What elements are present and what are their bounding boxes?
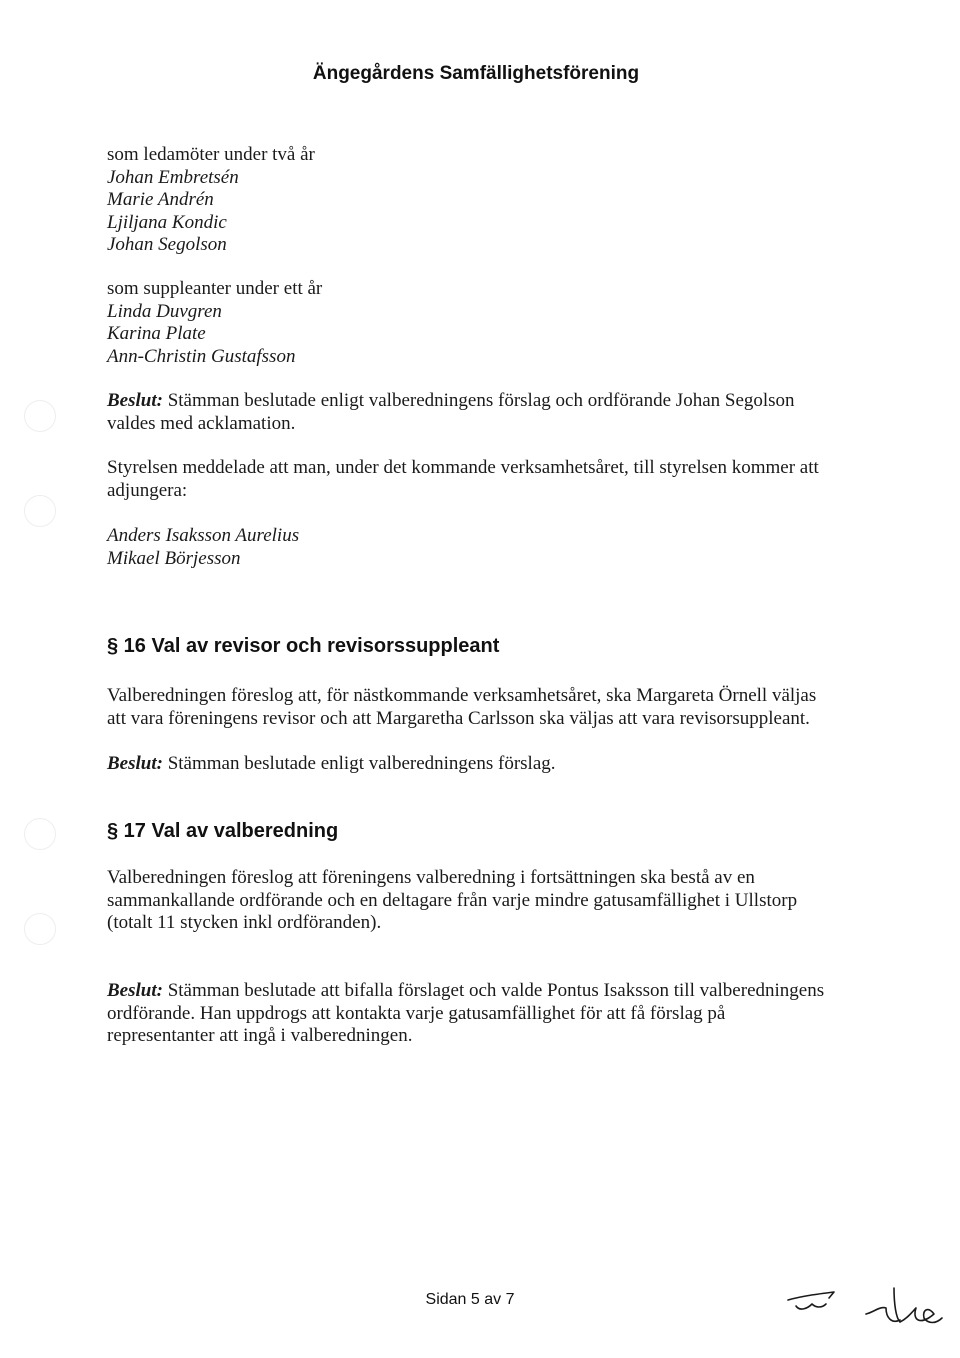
suppleant-name: Ann-Christin Gustafsson (107, 345, 296, 367)
ledamot-name: Johan Embretsén (107, 166, 239, 188)
punch-hole-mark (24, 818, 56, 850)
ledamot-name: Ljiljana Kondic (107, 211, 227, 233)
ledamoter-list (107, 144, 867, 257)
beslut-paragraph (107, 390, 867, 435)
handwritten-initials (782, 1278, 952, 1338)
paragraph-line: sammankallande ordförande och en deltagare från varje mindre gatusamfällighet i Ullstorp (107, 889, 798, 911)
punch-hole-mark (24, 913, 56, 945)
adjungera-text: Styrelsen meddelade att man, under det kommande verksamhetsåret, till styrelsen kommer att (107, 457, 819, 478)
section-17-beslut (107, 980, 867, 1048)
adjungerad-name: Mikael Börjesson (107, 547, 241, 569)
paragraph-line: Valberedningen föreslog att, för nästkommande verksamhetsåret, ska Margareta Örnell väljas (107, 685, 817, 706)
section-17-heading: § 17 Val av valberedning (107, 820, 339, 842)
section-16-text (107, 685, 867, 730)
adjungerade-list (107, 525, 867, 570)
adjungera-text: adjungera: (107, 479, 188, 501)
beslut-text: Stämman beslutade att bifalla förslaget och valde Pontus Isaksson till valberedningens (167, 980, 825, 1001)
punch-hole-mark (24, 495, 56, 527)
page-title: Ängegårdens Samfällighetsförening (312, 63, 640, 84)
initials-stroke (788, 1292, 834, 1300)
paragraph-line: (totalt 11 stycken inkl ordföranden). (107, 912, 382, 933)
beslut-label: Beslut: (107, 753, 163, 774)
paragraph-line: att vara föreningens revisor och att Margaretha Carlsson ska väljas att vara revisorsuppleant. (107, 707, 810, 729)
beslut-label: Beslut: (107, 390, 163, 411)
ledamot-name: Johan Segolson (107, 234, 227, 255)
ledamoter-intro: som ledamöter under två år (107, 144, 315, 165)
paragraph-line: Valberedningen föreslog att föreningens valberedning i fortsättningen ska bestå av en (107, 867, 755, 888)
initials-stroke (894, 1288, 942, 1323)
initials-stroke (796, 1304, 826, 1309)
beslut-text: Stämman beslutade enligt valberedningens förslag. (167, 753, 556, 774)
beslut-text: valdes med acklamation. (107, 412, 296, 434)
ledamot-name: Marie Andrén (107, 189, 214, 210)
beslut-text: ordförande. Han uppdrogs att kontakta varje gatusamfällighet för att få förslag på (107, 1002, 726, 1024)
beslut-text: Stämman beslutade enligt valberedningens förslag och ordförande Johan Segolson (167, 390, 795, 411)
section-16-heading: § 16 Val av revisor och revisorssuppleant (107, 635, 500, 657)
suppleant-name: Karina Plate (107, 323, 206, 344)
beslut-text: representanter att ingå i valberedningen. (107, 1025, 413, 1046)
suppleanter-intro: som suppleanter under ett år (107, 278, 323, 299)
adjungera-paragraph (107, 457, 867, 502)
suppleanter-list (107, 278, 867, 368)
adjungerad-name: Anders Isaksson Aurelius (107, 525, 300, 546)
section-16-beslut (107, 753, 867, 776)
punch-hole-mark (24, 400, 56, 432)
beslut-label: Beslut: (107, 980, 163, 1001)
page-number: Sidan 5 av 7 (425, 1291, 515, 1308)
section-17-text (107, 867, 867, 935)
suppleant-name: Linda Duvgren (107, 300, 222, 322)
